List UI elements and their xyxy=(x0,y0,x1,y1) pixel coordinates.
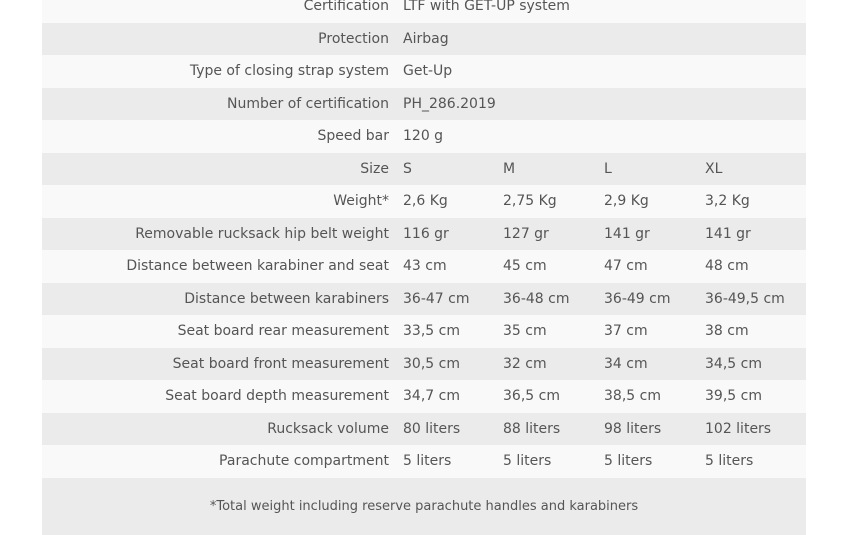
row-label: Seat board rear measurement xyxy=(177,323,389,339)
row-value: 35 cm xyxy=(503,323,547,339)
row-value: 5 liters xyxy=(705,453,754,469)
row-value: 141 gr xyxy=(604,225,650,242)
row-label: Parachute compartment xyxy=(219,453,389,469)
table-row xyxy=(42,218,806,251)
row-value: 2,9 Kg xyxy=(604,193,649,209)
table-row xyxy=(42,250,806,283)
row-label: Certification xyxy=(303,0,389,14)
row-value: 34 cm xyxy=(604,355,648,372)
weight-footnote: *Total weight including reserve parachute handles and karabiners xyxy=(42,478,806,535)
row-value: 32 cm xyxy=(503,355,547,372)
row-label: Seat board front measurement xyxy=(172,355,389,372)
row-value: 80 liters xyxy=(403,420,461,437)
row-label: Distance between karabiners xyxy=(184,290,389,307)
row-value: L xyxy=(604,160,612,177)
row-value: 36-47 cm xyxy=(403,290,470,307)
table-row xyxy=(42,153,806,186)
row-value: 5 liters xyxy=(403,453,452,469)
row-value: Get-Up xyxy=(403,63,453,79)
row-value: 48 cm xyxy=(705,258,749,274)
table-row xyxy=(42,380,806,413)
row-value: 5 liters xyxy=(503,453,552,469)
row-value: 120 g xyxy=(403,128,444,144)
row-value: 43 cm xyxy=(403,258,447,274)
table-row xyxy=(42,0,806,23)
row-value: 38 cm xyxy=(705,323,749,339)
table-row xyxy=(42,445,806,478)
row-value: 37 cm xyxy=(604,323,648,339)
row-value: 116 gr xyxy=(403,225,449,242)
row-value: 45 cm xyxy=(503,258,547,274)
row-label: Rucksack volume xyxy=(267,420,389,437)
row-label: Protection xyxy=(318,30,389,47)
row-label: Size xyxy=(360,160,389,177)
table-row xyxy=(42,413,806,446)
row-value: 39,5 cm xyxy=(705,388,762,404)
row-value: 2,6 Kg xyxy=(403,193,448,209)
row-value: S xyxy=(403,160,412,177)
row-value: 34,5 cm xyxy=(705,355,762,372)
row-label: Number of certification xyxy=(227,95,389,112)
row-value: XL xyxy=(705,160,723,177)
row-value: 102 liters xyxy=(705,420,772,437)
table-row xyxy=(42,283,806,316)
row-value: 30,5 cm xyxy=(403,355,460,372)
table-row xyxy=(42,55,806,88)
row-value: 36,5 cm xyxy=(503,388,560,404)
row-value: 47 cm xyxy=(604,258,648,274)
table-row xyxy=(42,23,806,56)
row-value: Airbag xyxy=(403,30,449,47)
row-value: 88 liters xyxy=(503,420,561,437)
table-row xyxy=(42,88,806,121)
row-value: 2,75 Kg xyxy=(503,193,557,209)
row-label: Speed bar xyxy=(317,128,389,144)
specifications-table xyxy=(42,0,806,535)
row-label: Weight* xyxy=(333,193,389,209)
row-value: PH_286.2019 xyxy=(403,95,496,112)
table-row xyxy=(42,315,806,348)
row-label: Removable rucksack hip belt weight xyxy=(135,225,389,242)
table-row xyxy=(42,185,806,218)
row-value: 38,5 cm xyxy=(604,388,661,404)
row-value: LTF with GET-UP system xyxy=(403,0,570,14)
row-value: 36-48 cm xyxy=(503,290,570,307)
row-label: Seat board depth measurement xyxy=(165,388,389,404)
row-value: 3,2 Kg xyxy=(705,193,750,209)
row-label: Type of closing strap system xyxy=(189,63,389,79)
table-row xyxy=(42,348,806,381)
row-label: Distance between karabiner and seat xyxy=(126,258,389,274)
row-value: 33,5 cm xyxy=(403,323,460,339)
row-value: 34,7 cm xyxy=(403,388,460,404)
row-value: 36-49,5 cm xyxy=(705,290,785,307)
row-value: 98 liters xyxy=(604,420,662,437)
row-value: 5 liters xyxy=(604,453,653,469)
row-value: 36-49 cm xyxy=(604,290,671,307)
row-value: 127 gr xyxy=(503,225,549,242)
table-body xyxy=(42,0,806,478)
table-row xyxy=(42,120,806,153)
row-value: 141 gr xyxy=(705,225,751,242)
row-value: M xyxy=(503,160,516,177)
